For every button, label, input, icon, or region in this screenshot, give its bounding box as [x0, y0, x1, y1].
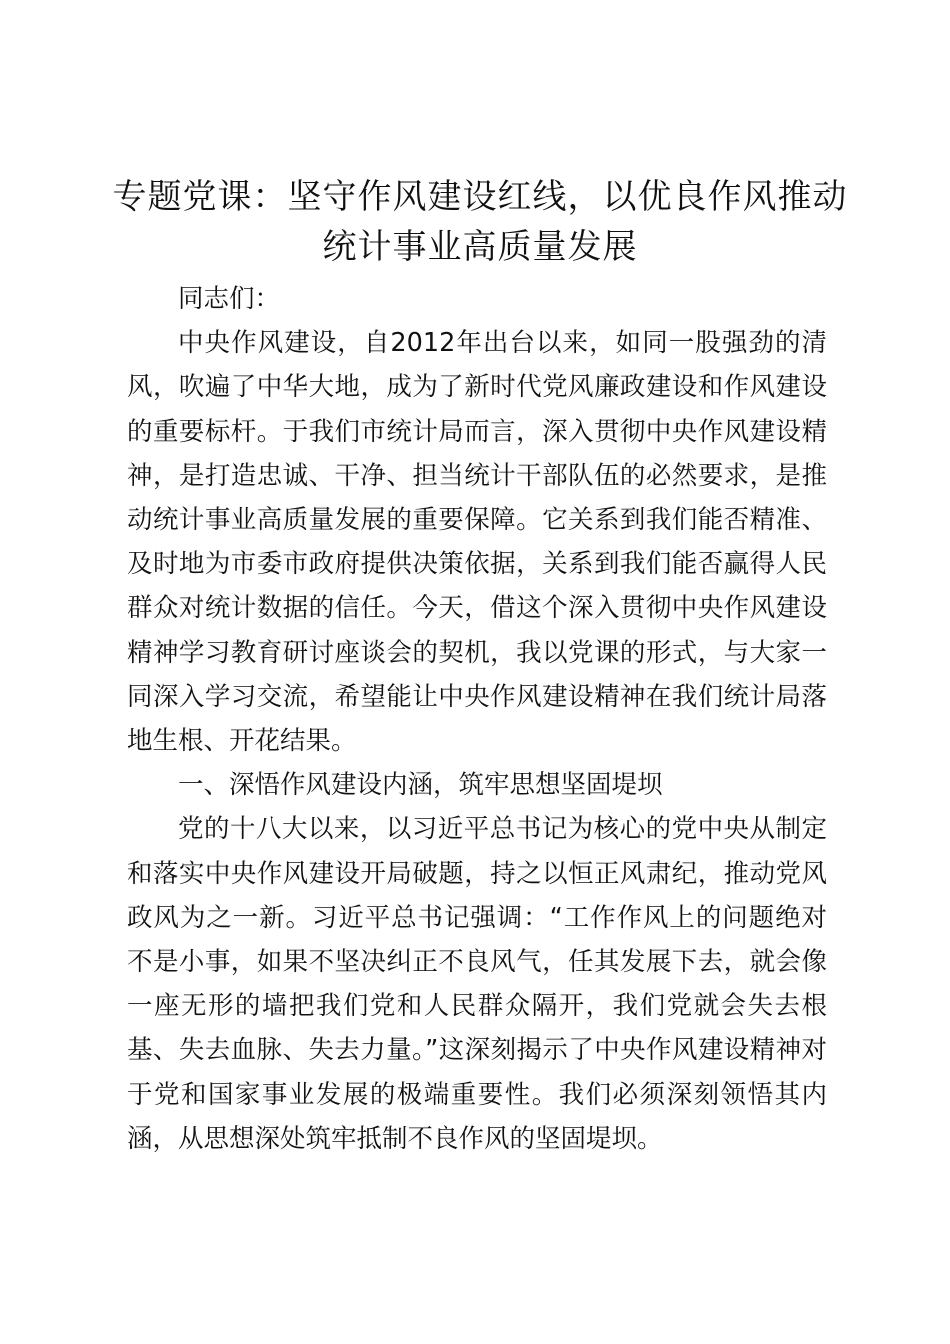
section-paragraph: 党的十八大以来，以习近平总书记为核心的党中央从制定和落实中央作风建设开局破题，持之以恒正风肃纪，推动党风政风为之一新。习近平总书记强调：“工作作风上的问题绝对不是小事，如果不坚决纠正不良风气，任其发展下去，就会像一座无形的墙把我们党和人民群众隔开，我们党就会失去根基、失去血脉、失去力量。”这深刻揭示了中央作风建设精神对于党和国家事业发展的极端重要性。我们必须深刻领悟其内涵，从思想深处筑牢抵制不良作风的坚固堤坝。 [127, 814, 827, 1154]
intro-paragraph: 中央作风建设，自2012年出台以来，如同一股强劲的清风，吹遍了中华大地，成为了新时代党风廉政建设和作风建设的重要标杆。于我们市统计局而言，深入贯彻中央作风建设精神，是打造忠诚、干净、担当统计干部队伍的必然要求，是推动统计事业高质量发展的重要保障。它关系到我们能否精准、及时地为市委市政府提供决策依据，关系到我们能否赢得人民群众对统计数据的信任。今天，借这个深入贯彻中央作风建设精神学习教育研讨座谈会的契机，我以党课的形式，与大家一同深入学习交流，希望能让中央作风建设精神在我们统计局落地生根、开花结果。 [127, 328, 827, 757]
document-title: 专题党课：坚守作风建设红线，以优良作风推动统计事业高质量发展 [112, 177, 848, 267]
salutation: 同志们： [178, 284, 281, 314]
document-body [127, 277, 827, 1161]
section-heading: 一、深悟作风建设内涵，筑牢思想坚固堤坝 [178, 770, 663, 801]
